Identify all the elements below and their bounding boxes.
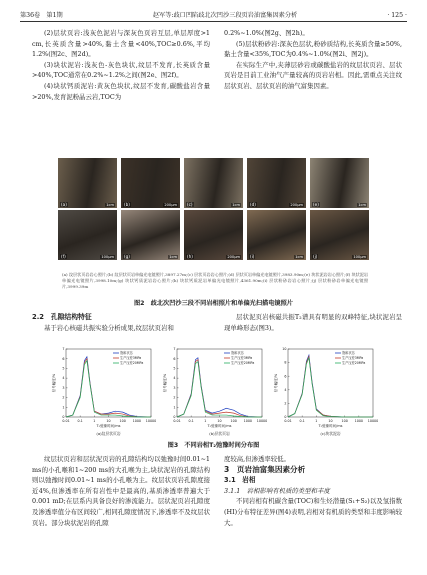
y-tick-label: 6 <box>173 356 176 361</box>
photo-panel-label: (f) <box>61 254 66 259</box>
y-tick-label: 3 <box>173 385 176 390</box>
photo-scale-label: 1cm <box>232 203 240 207</box>
series-line <box>177 360 262 417</box>
y-tick-label: 4 <box>284 387 287 392</box>
series-line <box>288 358 373 417</box>
y-tick-label: 0 <box>284 415 287 420</box>
column-mid-right <box>224 312 402 342</box>
photo-panel-label: (g) <box>124 254 130 259</box>
figure-2-note: (a) 纹层状页岩岩心照片;(b) 纹层状页岩单偏光电镜照片,3897.27m;(c) 层状页岩岩心照片;(d) 层状页岩单偏光电镜照片,3983.90m;(e) 块状泥岩岩心照片;(f) 块状泥岩单偏光电镜照片,3998.10m;(g) 块状钙质泥岩岩心照片;(h) 块状钙质泥岩单偏光电镜照片,4361.90m;(i) 层状粉砂岩岩心照片;(j) 层状粉砂岩单偏光电镜照片,3999.39m <box>62 272 368 290</box>
subsection-heading: 3.1 岩相 <box>224 476 256 485</box>
paragraph: 基于岩心核磁共振实验分析成果,纹层状页岩和 <box>44 323 174 332</box>
y-tick-label: 4 <box>62 376 65 381</box>
photo-panel <box>310 210 369 260</box>
t2-chart-massive-mudstone <box>272 343 377 443</box>
x-tick-label: 100 <box>341 419 348 423</box>
photo-panel-label: (h) <box>187 254 193 259</box>
section-heading: 3 页岩油富集因素分析 <box>224 464 306 474</box>
x-tick-label: 0.1 <box>188 419 194 423</box>
x-tick-label: 1 <box>315 419 318 423</box>
chart-subcaption: (c)块状泥岩 <box>320 431 341 436</box>
subsubsection-heading: 3.1.1 岩相影响有机质的类型和丰度 <box>224 486 330 495</box>
header-page-number: · 125 · <box>387 12 407 19</box>
series-line <box>66 357 151 417</box>
x-tick-label: 1 <box>204 419 207 423</box>
photo-panel <box>184 210 243 260</box>
photo-scale-label: 100μm <box>101 255 114 259</box>
y-tick-label: 2 <box>173 395 176 400</box>
figure-3-caption: 图3 不同岩相T₂弛豫时间分布图 <box>167 442 260 449</box>
t2-chart-laminated-shale <box>50 343 155 443</box>
photo-scale-label: 1cm <box>106 203 114 207</box>
y-tick-label: 6 <box>62 356 65 361</box>
y-tick-label: 5 <box>62 366 65 371</box>
x-tick-label: 0.1 <box>77 419 83 423</box>
x-tick-label: 100 <box>119 419 126 423</box>
legend-label: 生产压差20MPa <box>120 361 144 365</box>
paragraph: 在实际生产中,夹薄层砂岩或碳酸盐岩的纹层状页岩、层状页岩是目前工业油气产量较高的页岩岩相。因此,需重点关注纹层状页岩、层状页岩的油气富集因素。 <box>224 60 402 90</box>
x-tick-label: 0.01 <box>173 419 181 423</box>
y-axis-label: 信号幅度/% <box>52 373 56 393</box>
t2-chart-layered-shale <box>161 343 266 443</box>
paragraph: 0.2%~1.0%(图2g、图2h)。 <box>224 29 309 37</box>
x-tick-label: 1000 <box>354 419 364 423</box>
column-mid-left <box>32 312 210 342</box>
y-tick-label: 1 <box>173 405 176 410</box>
header-volume: 第36卷 第1期 <box>20 12 63 19</box>
section-heading: 2.2 孔隙结构特征 <box>32 313 92 321</box>
x-axis-label: T₂弛豫时间/ms <box>207 424 232 428</box>
header-rule <box>20 21 407 22</box>
x-tick-label: 1000 <box>243 419 253 423</box>
legend-label: 生产压差3MPa <box>342 356 364 360</box>
paragraph: 不同岩相有机碳含量(TOC)和生烃潜量(S₁+S₂)以及氢指数(HI)分布特征差异(图4)表明,岩相对有机质的类型和丰度影响较大。 <box>224 497 402 527</box>
x-tick-label: 0.01 <box>62 419 70 423</box>
x-tick-label: 0.01 <box>284 419 292 423</box>
x-axis-label: T₂弛豫时间/ms <box>96 424 121 428</box>
y-axis-label: 信号幅度/% <box>163 373 167 393</box>
legend-label: 生产压差20MPa <box>231 361 255 365</box>
column-bottom-right <box>224 454 402 572</box>
x-tick-label: 10 <box>106 419 111 423</box>
photo-scale-label: 200μm <box>227 255 240 259</box>
photo-panel-label: (j) <box>313 254 318 259</box>
y-tick-label: 7 <box>62 347 65 352</box>
photo-panel <box>58 210 117 260</box>
y-tick-label: 1 <box>62 405 65 410</box>
photo-scale-label: 200μm <box>164 203 177 207</box>
y-tick-label: 3 <box>62 385 65 390</box>
photo-scale-label: 1cm <box>358 203 366 207</box>
photo-panel-label: (b) <box>124 202 130 207</box>
photo-panel-label: (i) <box>250 254 255 259</box>
series-line <box>177 362 262 417</box>
figure-2-photo-grid <box>58 158 372 280</box>
y-tick-label: 4 <box>173 376 176 381</box>
y-tick-label: 2 <box>284 401 287 406</box>
legend-label: 生产压差3MPa <box>231 356 253 360</box>
column-top-right <box>224 28 402 178</box>
photo-panel-label: (a) <box>61 202 67 207</box>
paragraph: 纹层状页岩和层状泥页岩的孔隙结构均以弛豫时间0.01~1 ms的小孔喉和1~200 ms的大孔喉为主,块状泥岩的孔隙结构则以弛豫时间0.01~1 ms的小孔喉为主。纹层状页岩孔隙度接近4%,但渗透率在所有岩性中是最高的,基质渗透率普遍大于0.001 mD;在层系内具备良好的渗流能力。层状泥页岩孔隙度及渗透率值分布区间较广,相同孔隙度情况下,渗透率不及纹层状页岩。部分块状泥岩的孔隙 <box>32 455 210 527</box>
paragraph: (3)块状泥岩:浅灰色-灰色块状,纹层不发育,长英质含量>40%,TOC通常在0.2%~1.2%之间(图2e、图2f)。 <box>32 60 210 80</box>
paragraph: 度较高,但渗透率较低。 <box>224 455 290 463</box>
y-tick-label: 6 <box>284 374 287 379</box>
x-tick-label: 10000 <box>367 419 379 423</box>
y-tick-label: 2 <box>62 395 65 400</box>
photo-panel <box>184 158 243 208</box>
legend-label: 饱和状态 <box>231 351 244 355</box>
paragraph: (4)块状钙质泥岩:黄灰色块状,纹层不发育,碳酸盐岩含量>20%,发育泥粉晶云岩,TOC为 <box>32 81 210 101</box>
paragraph: (2)层状页岩:浅灰色泥岩与深灰色页岩互层,单层厚度>1 cm,长英质含量>40%,黏土含量<40%,TOC≥0.6%,平均1.2%(图2c、图2d)。 <box>32 29 210 59</box>
photo-scale-label: 200μm <box>290 203 303 207</box>
y-tick-label: 0 <box>173 415 176 420</box>
photo-panel-label: (e) <box>313 202 319 207</box>
series-line <box>288 356 373 417</box>
photo-panel <box>58 158 117 208</box>
x-axis-label: T₂弛豫时间/ms <box>318 424 343 428</box>
y-axis-label: 信号幅度/% <box>274 373 278 393</box>
x-tick-label: 100 <box>230 419 237 423</box>
column-bottom-left <box>32 454 210 572</box>
legend-label: 生产压差3MPa <box>120 356 142 360</box>
x-tick-label: 1000 <box>132 419 142 423</box>
legend-label: 饱和状态 <box>342 351 355 355</box>
header-title: 赵军等:歧口凹陷歧北次凹沙三段页岩油富集因素分析 <box>152 12 298 19</box>
paragraph: 层状泥页岩核磁共振T₂谱具有明显的双峰特征,块状泥岩呈现单峰形态(图3)。 <box>224 313 402 332</box>
legend-label: 生产压差20MPa <box>342 361 366 365</box>
photo-scale-label: 1cm <box>295 255 303 259</box>
photo-scale-label: 100μm <box>353 255 366 259</box>
photo-panel <box>121 158 180 208</box>
legend-label: 饱和状态 <box>120 351 133 355</box>
chart-subcaption: (b)层状页岩 <box>209 431 230 436</box>
x-tick-label: 10 <box>328 419 333 423</box>
x-tick-label: 10000 <box>256 419 268 423</box>
photo-panel <box>121 210 180 260</box>
photo-scale-label: 1cm <box>169 255 177 259</box>
series-line <box>66 359 151 417</box>
y-tick-label: 5 <box>173 366 176 371</box>
photo-panel-label: (c) <box>187 202 193 207</box>
chart-subcaption: (a)纹层状页岩 <box>96 431 121 436</box>
running-header <box>20 7 407 19</box>
y-tick-label: 7 <box>173 347 176 352</box>
photo-panel <box>310 158 369 208</box>
y-tick-label: 8 <box>284 360 287 365</box>
x-tick-label: 0.1 <box>299 419 305 423</box>
x-tick-label: 10 <box>217 419 222 423</box>
series-line <box>66 361 151 417</box>
column-top-left <box>32 28 210 178</box>
paragraph: (5)层状粉砂岩:深灰色层状,粉砂质结构,长英质含量≥50%,黏土含量<35%,TOC为0.4%~1.0%(图2i、图2j)。 <box>224 39 402 59</box>
photo-panel-label: (d) <box>250 202 256 207</box>
y-tick-label: 0 <box>62 415 65 420</box>
photo-panel <box>247 158 306 208</box>
photo-panel <box>247 210 306 260</box>
y-tick-label: 10 <box>282 347 287 352</box>
series-line <box>177 358 262 417</box>
figure-2-caption: 图2 歧北次凹沙三段不同岩相照片和单偏光扫描电镜照片 <box>134 300 293 307</box>
x-tick-label: 10000 <box>145 419 157 423</box>
x-tick-label: 1 <box>93 419 96 423</box>
